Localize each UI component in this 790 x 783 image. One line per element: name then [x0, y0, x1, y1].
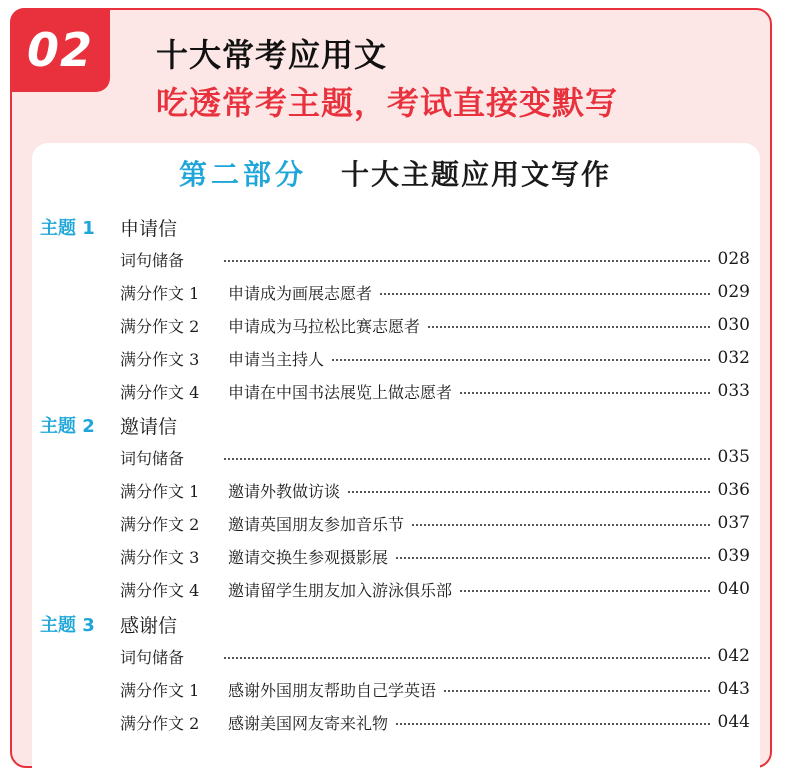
- toc-entry[interactable]: [120, 279, 750, 305]
- entry-page-number: 033: [717, 381, 750, 401]
- dot-leader: [428, 326, 710, 328]
- dot-leader: [460, 392, 710, 394]
- entry-title: 申请当主持人: [228, 349, 325, 369]
- toc-entry[interactable]: [120, 444, 750, 470]
- topic-header: [40, 213, 177, 241]
- entry-title: 邀请英国朋友参加音乐节: [228, 514, 405, 534]
- entry-page-number: 032: [717, 348, 750, 368]
- entry-title: 感谢外国朋友帮助自己学英语: [228, 680, 437, 700]
- entry-kind: 满分作文 3: [120, 349, 200, 369]
- entry-kind: 满分作文 3: [120, 547, 200, 567]
- entry-page-number: 039: [717, 546, 750, 566]
- entry-title: 申请成为画展志愿者: [228, 283, 373, 303]
- toc-entry[interactable]: [120, 477, 750, 503]
- topic-title: 感谢信: [120, 614, 178, 637]
- entry-kind: 词句储备: [120, 448, 185, 468]
- section-part-label: 第二部分: [178, 158, 307, 191]
- entry-title: 邀请留学生朋友加入游泳俱乐部: [228, 580, 453, 600]
- entry-page-number: 036: [717, 480, 750, 500]
- dot-leader: [460, 590, 710, 592]
- dot-leader: [224, 657, 710, 659]
- page-subtitle: 吃透常考主题，考试直接变默写: [156, 84, 619, 122]
- entry-page-number: 040: [717, 579, 750, 599]
- toc-entry[interactable]: [120, 543, 750, 569]
- dot-leader: [332, 359, 710, 361]
- entry-page-number: 035: [717, 447, 750, 467]
- topic-title: 申请信: [120, 217, 178, 240]
- toc-entry[interactable]: [120, 709, 750, 735]
- toc-entry[interactable]: [120, 312, 750, 338]
- entry-page-number: 037: [717, 513, 750, 533]
- entry-page-number: 028: [717, 249, 750, 269]
- entry-title: 申请成为马拉松比赛志愿者: [228, 316, 421, 336]
- dot-leader: [224, 458, 710, 460]
- toc-entry[interactable]: [120, 345, 750, 371]
- entry-title: 申请在中国书法展览上做志愿者: [228, 382, 453, 402]
- topic-label: 主题 1: [40, 218, 95, 239]
- entry-kind: 满分作文 1: [120, 481, 200, 501]
- entry-page-number: 044: [717, 712, 750, 732]
- entry-kind: 满分作文 2: [120, 514, 200, 534]
- toc-entry[interactable]: [120, 246, 750, 272]
- entry-kind: 词句储备: [120, 647, 185, 667]
- entry-page-number: 042: [717, 646, 750, 666]
- dot-leader: [224, 260, 710, 262]
- topic-title: 邀请信: [120, 415, 178, 438]
- dot-leader: [412, 524, 710, 526]
- entry-kind: 满分作文 2: [120, 316, 200, 336]
- entry-kind: 满分作文 2: [120, 713, 200, 733]
- toc-entry[interactable]: [120, 676, 750, 702]
- toc-entry[interactable]: [120, 643, 750, 669]
- section-number: 02: [26, 23, 93, 77]
- toc-entry[interactable]: [120, 576, 750, 602]
- entry-title: 感谢美国网友寄来礼物: [228, 713, 389, 733]
- dot-leader: [348, 491, 710, 493]
- topic-label: 主题 3: [40, 615, 95, 636]
- entry-kind: 满分作文 4: [120, 580, 200, 600]
- toc-entry[interactable]: [120, 510, 750, 536]
- dot-leader: [380, 293, 710, 295]
- entry-kind: 满分作文 1: [120, 680, 200, 700]
- toc-entry[interactable]: [120, 378, 750, 404]
- dot-leader: [396, 557, 710, 559]
- entry-page-number: 029: [717, 282, 750, 302]
- entry-page-number: 043: [717, 679, 750, 699]
- topic-header: [40, 411, 177, 439]
- page-title: 十大常考应用文: [156, 36, 388, 74]
- entry-title: 邀请外教做访谈: [228, 481, 341, 501]
- dot-leader: [396, 723, 710, 725]
- dot-leader: [444, 690, 710, 692]
- entry-page-number: 030: [717, 315, 750, 335]
- entry-kind: 满分作文 4: [120, 382, 200, 402]
- entry-title: 邀请交换生参观摄影展: [228, 547, 389, 567]
- section-name: 十大主题应用文写作: [341, 158, 612, 191]
- entry-kind: 词句储备: [120, 250, 185, 270]
- entry-kind: 满分作文 1: [120, 283, 200, 303]
- topic-header: [40, 610, 177, 638]
- topic-label: 主题 2: [40, 416, 95, 437]
